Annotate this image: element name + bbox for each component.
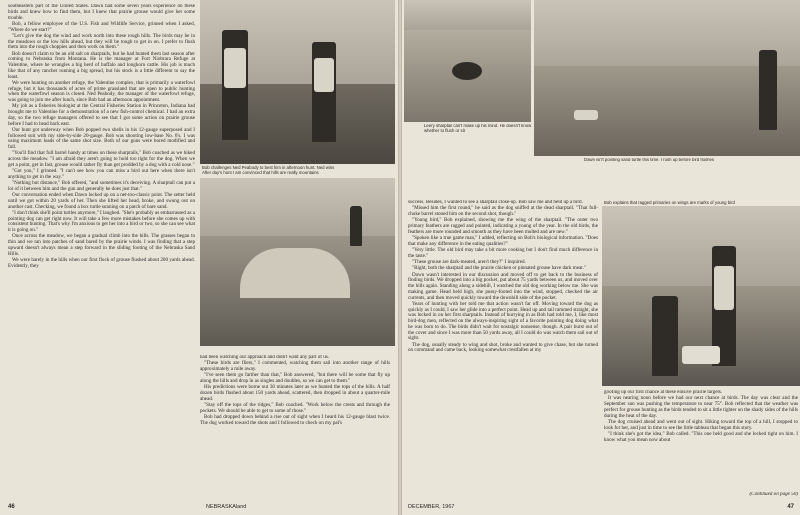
paragraph: The dog, usually steady to wing and shot, broke and wanted to give chase, but she turned on command and came back, looking somewhat crestfallen at my [408, 341, 598, 354]
paragraph: Our hunt got underway when Bob popped two shells in his 12-gauge superposed and I followed suit with my side-by-side 20-gauge. Bob was shooting low-base No. 6's. I was using maximum loads of the same shot size. Both of our guns were bored modified and full. [8, 126, 195, 150]
paragraph: goofing up our first chance at these elusive prairie targets. [604, 390, 723, 395]
paragraph: "Very little. The old bird may take a bit more cooking but I don't find much difference in the taste." [408, 247, 598, 259]
continued-note: (Continued on page 50) [749, 492, 798, 497]
photo-hunters-on-hill [200, 0, 395, 164]
paragraph: Bob, a fellow employee of the U.S. Fish and Wildlife Service, grinned when I asked, "Where do we start?" [8, 20, 195, 33]
right-column-1 [408, 200, 598, 500]
right-page [402, 0, 800, 515]
paragraph: "Got you," I grinned. "I can't see how you can miss a bird out here when there isn't anything to get in the way." [8, 168, 195, 180]
paragraph: "Stay off the tops of the ridges," Bob coached. "Work below the crests and through the pockets. We should be able to get to some of those." [200, 402, 390, 414]
paragraph: Once across the meadow, we began a gradual climb into the hills. The grasses began to thin and we ran into patches of sand bared by the prairie winds. I was finding that a step upward doesn't always mean a step forward in the sliding footing of the Nebraska Sand Hills. [8, 233, 195, 257]
caption-right: Bob explains that ragged primaries on wings are marks of young bird [604, 200, 735, 205]
photo-leery-sharptail [404, 0, 531, 122]
caption-top-small: Leery sharptail can't make up his mind. He doesn't know whether to flush or sit [424, 124, 532, 133]
paragraph: "Young bird," Bob explained, showing me the wing of the sharptail. "The outer two primary feathers are ragged and pointed, indicating a young of the year. In the old birds, the feathers are more rounded and smooth as they have been molted and are new." [408, 217, 598, 235]
paragraph: Our conversation ended when Dawn locked up on a net-too-classic point. The setter held until we got within 20 yards of her. Then she lifted her head, broke, and swung out on another cast. Checking, we found a box turtle sunning on a patch of bare sand. [8, 192, 195, 210]
paragraph: "Spoken like a true game man," I added, reflecting on Bob's biological information. "Does that make any difference in the eating qualities?" [408, 235, 598, 247]
left-column-1 [8, 4, 195, 498]
paragraph: "I think she's got the idea," Bob called. "This one held good and she locked tight on him. I know what you mean now about [604, 430, 798, 443]
paragraph: success. Besides, I wanted to see a sharptail close-up. Bob saw me and held up a bird. [408, 200, 583, 205]
paragraph: "You'll find that full barrel handy at times on these sharptails," Bob coached as we hiked across the meadow. "I am afraid they aren't going to hold too tight for the dog. When we get a point, get in fast, grouse would rather fly than get prodded by a dog with a cold nose." [8, 150, 195, 168]
caption-photo-1: Bob challenges Ned Peabody to best him in afternoon hunt. Ned wins [202, 165, 335, 170]
paragraph: It was nearing noon before we had our next chance at birds. The day was clear and the September sun was pushing the temperature to near 75°. Bob reflected that the weather was perfect for grouse hunting as the birds tended to sit a little tighter on the shady sides of the hills during the heat of the day. [604, 395, 798, 419]
paragraph: "These grouse are dark-meated, aren't they?" I inquired. [412, 259, 526, 265]
paragraph: had been watching our approach and didn't want any part of us. [200, 355, 330, 360]
paragraph: "Missed him the first round," he said as the dog sniffed at the dead sharptail. "That full-choke barrel stoned him on the second shot, though." [408, 205, 598, 217]
left-page [0, 0, 398, 515]
paragraph: "Nothing but distance," Bob offered, "and sometimes it's deceiving. A sharptail can put a lot of it between him and the gun and generally he does just that." [8, 180, 195, 192]
caption-mid: Dawn isn't pointing sand turtle this time. I rush up before bird flushes [584, 158, 715, 162]
paragraph: Years of hunting with her told me that action wasn't far off. Moving toward the dog as quickly as I could, I saw her glide into a perfect point. Head up and tail rammed straight, she was locked in on her first sharptails. Instead of hurrying in as Bob had told me, I, like most bird-dog men, reflected on the always-inspiring sight of a favorite pointing dog doing what he was born to do. The birds didn't wait for nostalgic nonsense, though. A pair burst out of the cover and since I was more than 50 yards away, all I could do was watch them sail out of sight. [408, 300, 598, 342]
paragraph: "I've seen them go farther than that," Bob answered, "but there will be some that fly up along the hills and drop in as singles and doubles, so we can get to them." [200, 372, 390, 384]
photo-bob-wing [602, 206, 800, 386]
right-column-2 [604, 390, 798, 490]
folio-date: DECEMBER, 1967 [408, 504, 455, 510]
caption-photo-2: After day's hunt I am convinced that hills are really mountains [202, 170, 319, 175]
photo-sand-hills [200, 178, 395, 346]
paragraph: southeastern part of the United States. Dawn had some seven years experience on these birds and knew how to find them, but I knew that prairie grouse would give her some trouble. [8, 4, 195, 21]
paragraph: "These birds are fliers," I commented, watching them sail into another range of hills approximately a mile away. [200, 360, 390, 372]
folio-magazine-title: NEBRASKAland [206, 504, 247, 510]
paragraph: "Let's give the dog the wind and work north into these rough hills. The birds may be in the meadows or the low hills ahead, but they will be tough to get in on. I prefer to flush them into the rough choppies and then work on them." [8, 32, 195, 51]
paragraph: The dog cruised ahead and went out of sight. Hiking toward the top of a hill, I stopped to look for her, and just in time to see the little tableau that began this story. [604, 418, 798, 431]
paragraph: Dawn wasn't interested in our discussion and moved off to get back to the business of finding birds. We dropped into a big pocket, put about 75 yards between us, and moved over the hills again. Standing along a sidehill, I watched the old dog working below me. She was making game. Head held high, she pussy-footed into the wind, stopped, checked the air currents, and then moved quickly toward the downhill side of the pocket. [408, 271, 598, 301]
paragraph: "Right, both the sharptail and the prairie chicken or pinnated grouse have dark meat." [412, 265, 587, 272]
paragraph: My job as a fisheries biologist at the Central Fisheries Station in Princeton, Indiana had brought me to Valentine for a demonstration of a new fish-control chemical. I had an extra day, so the two refuge managers offered to see that I got some action on prairie grouse before I had to head back east. [8, 103, 195, 127]
left-column-2 [200, 355, 390, 500]
paragraph: We were hunting on another refuge, the Valentine complex, that is primarily a waterfowl refuge, but it has thousands of acres of prime grassland that are open to public hunting when the waterfowl season is closed. Ned Peabody, the manager of the waterfowl refuge, was going to join me after lunch, since Bob had an afternoon appointment. [8, 79, 195, 103]
paragraph: We were barely in the hills when our first flock of grouse flushed about 200 yards ahead. Evidently, they [8, 256, 195, 269]
paragraph: His predictions were borne out 30 minutes later as we hunted the tops of the hills. A half dozen birds flushed about 150 yards ahead, scattered, then dropped in about a quarter-mile ahead. [200, 384, 390, 402]
page-number-right: 47 [787, 504, 794, 510]
page-number-left: 46 [8, 504, 15, 510]
paragraph: "I don't think she'll point turtles anymore," I laughed. "She's probably as embarrassed as a pointing dog can get right now. It will take a few more mistakes before she comes up with consistent hunting. That's why I'm anxious to get her into a bird or two, so she can see what it is going on." [8, 209, 195, 233]
photo-dog-pointing [534, 0, 800, 156]
paragraph: Bob had dropped down behind a rise out of sight when I heard his 12-gauge blast twice. The dog worked toward the shots and I followed to check on my pal's [200, 414, 390, 426]
paragraph: Bob doesn't claim to be an old salt on sharptails, but he had hunted them last season after coming to Nebraska from Montana. He is the manager at Fort Niobrara Refuge at Valentine, where he wrangles a big herd of buffalo and longhorn cattle. His job is much like that of any rancher running a big spread, but his stock is a little different to say the least. [8, 50, 195, 80]
